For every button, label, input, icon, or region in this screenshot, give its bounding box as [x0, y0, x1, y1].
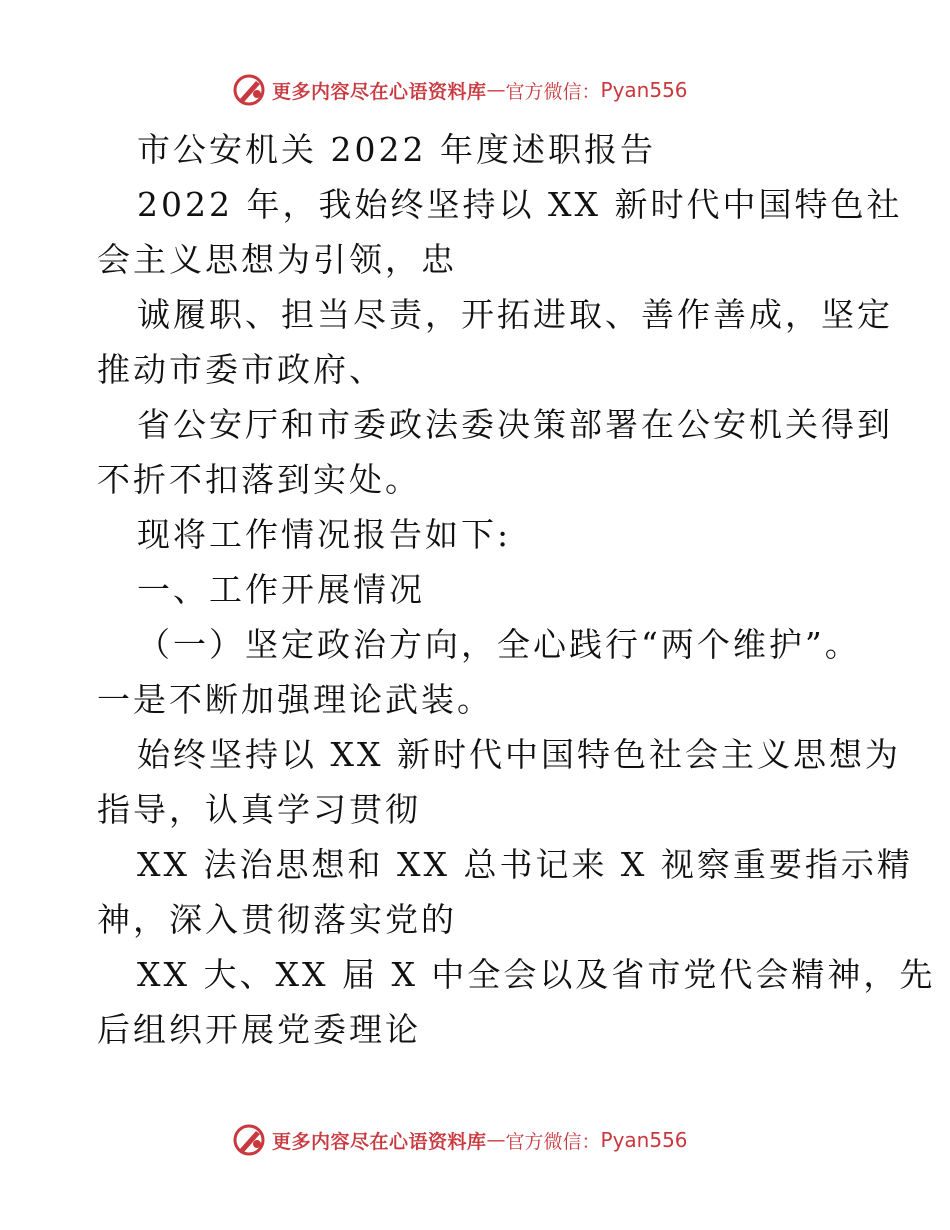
watermark-id: Pyan556 — [600, 78, 688, 102]
pen-logo-icon — [232, 1122, 268, 1158]
text-line: 2022 年，我始终坚持以 XX 新时代中国特色社 — [137, 185, 903, 224]
text-line: 推动市委市政府、 — [97, 350, 385, 389]
text-line: 市公安机关 2022 年度述职报告 — [137, 130, 656, 169]
text-line: 一、工作开展情况 — [137, 570, 425, 609]
text-line: （一）坚定政治方向，全心践行“两个维护”。 — [137, 625, 861, 664]
pen-logo-icon — [232, 72, 268, 108]
watermark-id: Pyan556 — [600, 1128, 688, 1152]
text-line: 始终坚持以 XX 新时代中国特色社会主义思想为 — [137, 735, 901, 774]
text-line: 一是不断加强理论武装。 — [97, 680, 493, 719]
watermark-dash: — — [486, 1129, 506, 1151]
text-line: 省公安厅和市委政法委决策部署在公安机关得到 — [137, 405, 893, 444]
text-line: 诚履职、担当尽责，开拓进取、善作善成，坚定 — [137, 295, 893, 334]
watermark-label: 官方微信： — [505, 80, 601, 103]
text-line: 现将工作情况报告如下: — [137, 515, 512, 554]
watermark-label: 官方微信： — [505, 1130, 601, 1153]
text-line: 后组织开展党委理论 — [97, 1010, 421, 1049]
watermark-dash: — — [486, 79, 506, 101]
text-line: 神，深入贯彻落实党的 — [97, 900, 457, 939]
text-line: 指导，认真学习贯彻 — [97, 790, 421, 829]
watermark-footer — [232, 1122, 688, 1158]
text-line: XX 法治思想和 XX 总书记来 X 视察重要指示精 — [137, 845, 913, 884]
text-line: XX 大、XX 届 X 中全会以及省市党代会精神，先 — [137, 955, 936, 994]
watermark-text: 更多内容尽在心语资料库 — [272, 80, 487, 103]
watermark-text: 更多内容尽在心语资料库 — [272, 1130, 487, 1153]
document-body — [97, 122, 936, 1057]
watermark-header — [232, 72, 688, 108]
text-line: 不折不扣落到实处。 — [97, 460, 421, 499]
text-line: 会主义思想为引领，忠 — [97, 240, 457, 279]
